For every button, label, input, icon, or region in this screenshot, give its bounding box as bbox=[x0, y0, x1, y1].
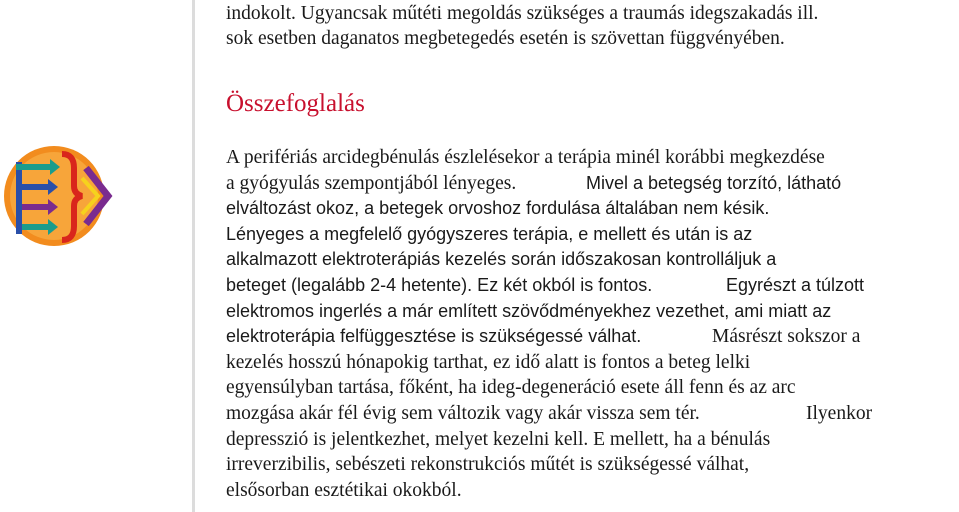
body-line: elváltozást okoz, a betegek orvoshoz fordulása általában nem késik. bbox=[226, 198, 770, 219]
summary-paragraph bbox=[226, 145, 956, 503]
body-line: Lényeges a megfelelő gyógyszeres terápia, e mellett és után is az bbox=[226, 223, 753, 244]
section-heading: Összefoglalás bbox=[226, 90, 365, 117]
body-line: beteget (legalább 2-4 hetente). Ez két okból is fontos. bbox=[226, 274, 653, 295]
body-line: mozgása akár fél évig sem változik vagy akár vissza sem tér. bbox=[226, 402, 700, 424]
main-content bbox=[226, 0, 956, 501]
body-line: Egyrészt a túlzott bbox=[726, 274, 865, 295]
intro-line: indokolt. Ugyancsak műtéti megoldás szükséges a traumás idegszakadás ill. bbox=[226, 3, 819, 24]
body-line: Mivel a betegség torzító, látható bbox=[586, 172, 842, 193]
summary-diagram-icon bbox=[2, 138, 120, 256]
body-line: depresszió is jelentkezhet, melyet kezelni kell. E mellett, ha a bénulás bbox=[226, 428, 771, 450]
body-line: irreverzibilis, sebészeti rekonstrukciós műtét is szükségessé válhat, bbox=[226, 454, 750, 476]
body-line: a gyógyulás szempontjából lényeges. bbox=[226, 172, 517, 194]
intro-paragraph bbox=[226, 0, 956, 51]
body-line: Másrészt sokszor a bbox=[712, 326, 861, 348]
body-line: alkalmazott elektroterápiás kezelés során időszakosan kontrolláljuk a bbox=[226, 249, 777, 270]
margin-divider bbox=[192, 0, 195, 512]
body-line: elektroterápia felfüggesztése is szükségessé válhat. bbox=[226, 326, 642, 347]
body-line: egyensúlyban tartása, főként, ha ideg-degeneráció esete áll fenn és az arc bbox=[226, 377, 796, 399]
body-line: elektromos ingerlés a már említett szövődményekhez vezethet, ami miatt az bbox=[226, 300, 832, 321]
body-line: A perifériás arcidegbénulás észlelésekor a terápia minél korábbi megkezdése bbox=[226, 147, 825, 168]
intro-line: sok esetben daganatos megbetegedés esetén is szövettan függvényében. bbox=[226, 28, 785, 49]
body-line: Ilyenkor bbox=[806, 402, 873, 424]
body-line: kezelés hosszú hónapokig tarthat, ez idő alatt is fontos a beteg lelki bbox=[226, 351, 751, 373]
body-line: elsősorban esztétikai okokból. bbox=[226, 479, 462, 501]
